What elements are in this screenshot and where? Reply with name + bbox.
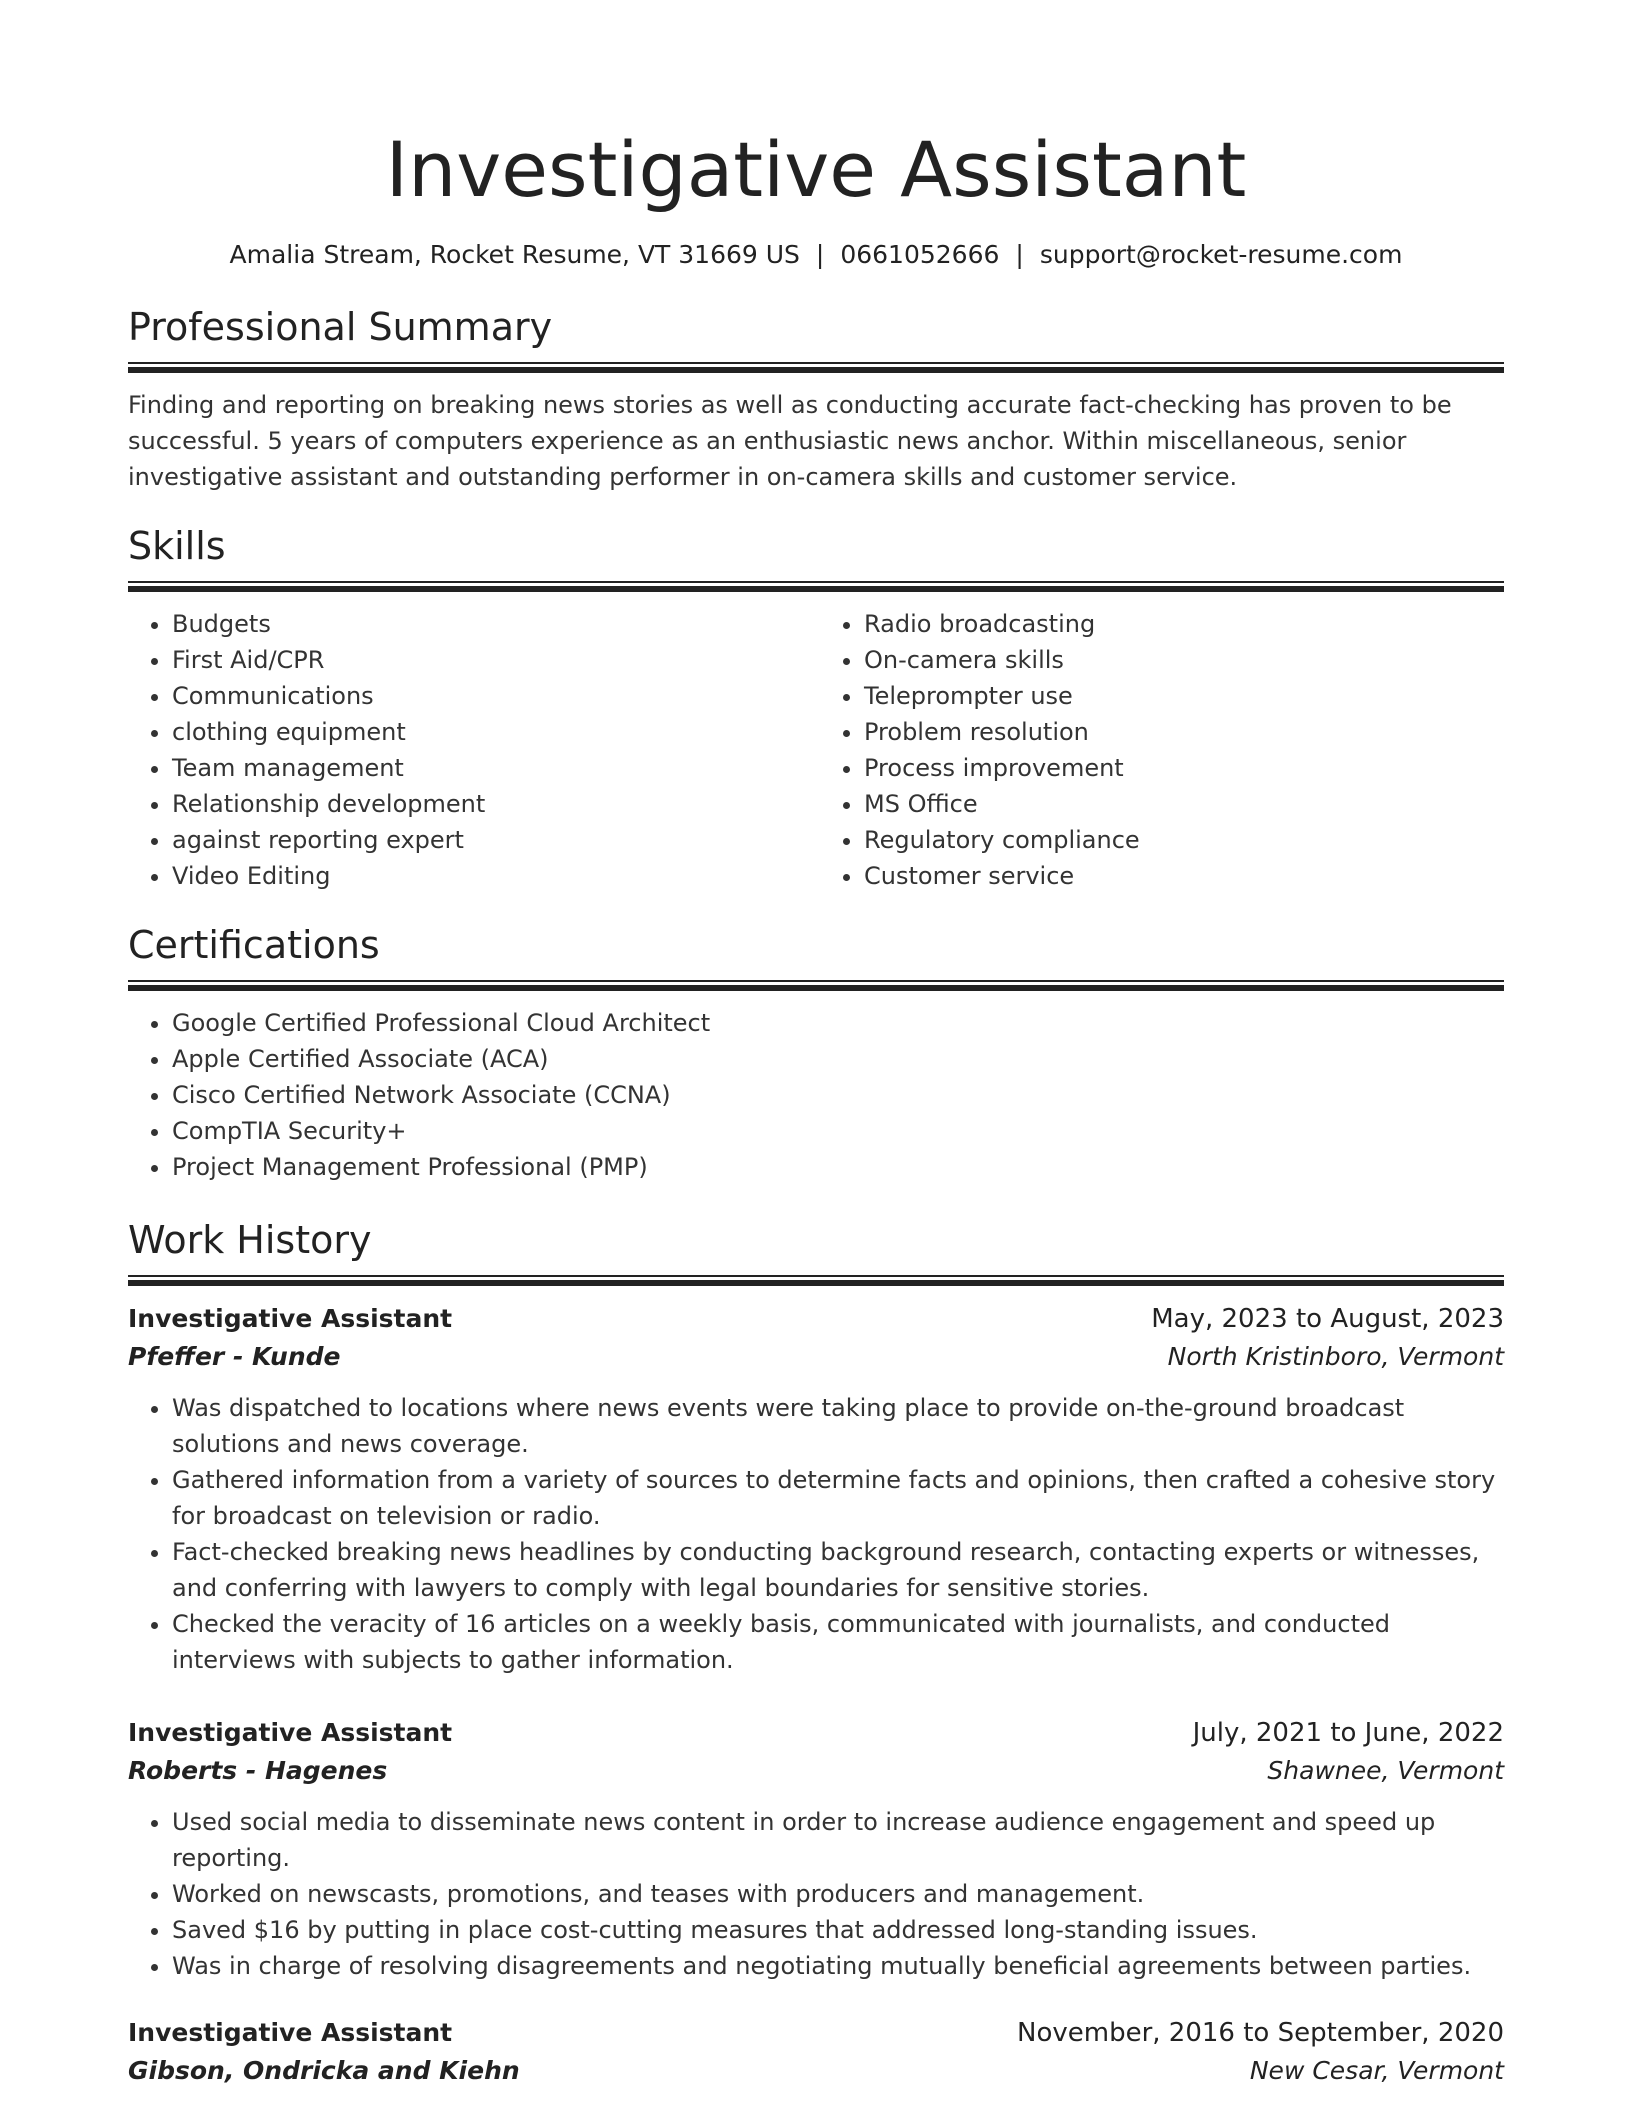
job-header-row [128,1714,1504,1752]
certifications-list [128,1005,1504,1185]
certification-item: • Google Certified Professional Cloud Architect [172,1005,1504,1041]
job-title: Investigative Assistant [128,2018,453,2047]
certification-item: • Project Management Professional (PMP) [172,1149,1504,1185]
skills-list-left [128,606,816,894]
skill-item: • Video Editing [172,858,816,894]
job-location: New Cesar, Vermont [1249,2056,1504,2085]
job-company: Pfeffer - Kunde [128,1342,341,1371]
job-bullet: • Saved $16 by putting in place cost-cutting measures that addressed long-standing issues. [172,1912,1504,1948]
section-title-work-history: Work History [128,1218,372,1262]
skill-item: • Budgets [172,606,816,642]
contact-email: support@rocket-resume.com [1039,240,1403,269]
skills-list-right [816,606,1504,894]
section-title-certifications: Certifications [128,923,380,967]
skill-item: • Radio broadcasting [864,606,1504,642]
skill-item: • clothing equipment [172,714,816,750]
contact-line [128,238,1504,272]
certification-item: • Apple Certified Associate (ACA) [172,1041,1504,1077]
job-location: North Kristinboro, Vermont [1167,1342,1504,1371]
job-header-row [128,2014,1504,2052]
job-entry [128,1714,1504,1984]
skill-item: • First Aid/CPR [172,642,816,678]
skill-item: • Teleprompter use [864,678,1504,714]
section-divider [128,362,1504,373]
skill-item: • against reporting expert [172,822,816,858]
skill-item: • Team management [172,750,816,786]
skill-item: • Customer service [864,858,1504,894]
job-bullet: • Worked on newscasts, promotions, and teases with producers and management. [172,1876,1504,1912]
job-company: Roberts - Hagenes [128,1756,388,1785]
job-entry [128,1300,1504,1678]
contact-separator: | [815,240,825,269]
skill-item: • Process improvement [864,750,1504,786]
skill-item: • MS Office [864,786,1504,822]
skill-item: • Relationship development [172,786,816,822]
job-bullet: • Was in charge of resolving disagreements and negotiating mutually beneficial agreements between parties. [172,1948,1504,1984]
contact-address: Amalia Stream, Rocket Resume, VT 31669 US [229,240,800,269]
job-bullet: • Checked the veracity of 16 articles on a weekly basis, communicated with journalists, and conducted interviews with subjects to gather information. [172,1606,1504,1678]
section-divider [128,980,1504,991]
resume-title: Investigative Assistant [385,125,1247,214]
job-title: Investigative Assistant [128,1718,453,1747]
job-bullets [128,1804,1504,1984]
job-bullet: • Used social media to disseminate news content in order to increase audience engagement and speed up reporting. [172,1804,1504,1876]
section-divider [128,1275,1504,1286]
work-history-section [128,1215,1504,2090]
job-company: Gibson, Ondricka and Kiehn [128,2056,520,2085]
contact-separator: | [1015,240,1024,269]
certification-item: • Cisco Certified Network Associate (CCNA) [172,1077,1504,1113]
job-dates: November, 2016 to September, 2020 [1017,2018,1504,2048]
job-bullet: • Was dispatched to locations where news events were taking place to provide on-the-ground broadcast solutions and news coverage. [172,1390,1504,1462]
job-company-row [128,1338,1504,1376]
section-divider [128,581,1504,592]
certifications-section [128,920,1504,1185]
job-entry [128,2014,1504,2090]
summary-text: Finding and reporting on breaking news stories as well as conducting accurate fact-checking has proven to be successful. 5 years of computers experience as an enthusiastic news anchor. Within miscellaneous, senior investigative assistant and outstanding performer in on-camera skills and customer service. [128,391,1452,491]
summary-section [128,302,1504,495]
skills-grid [128,606,1504,894]
section-title-skills: Skills [128,524,226,568]
skills-section [128,521,1504,894]
job-location: Shawnee, Vermont [1267,1756,1504,1785]
certification-item: • CompTIA Security+ [172,1113,1504,1149]
job-bullets [128,1390,1504,1678]
skill-item: • Communications [172,678,816,714]
job-title: Investigative Assistant [128,1304,453,1333]
job-dates: May, 2023 to August, 2023 [1151,1304,1504,1334]
job-header-row [128,1300,1504,1338]
job-dates: July, 2021 to June, 2022 [1192,1718,1504,1748]
contact-phone: 0661052666 [840,240,1000,269]
skill-item: • On-camera skills [864,642,1504,678]
job-bullet: • Gathered information from a variety of sources to determine facts and opinions, then crafted a cohesive story for broadcast on television or radio. [172,1462,1504,1534]
job-bullet: • Fact-checked breaking news headlines by conducting background research, contacting experts or witnesses, and conferring with lawyers to comply with legal boundaries for sensitive stories. [172,1534,1504,1606]
skill-item: • Regulatory compliance [864,822,1504,858]
job-company-row [128,1752,1504,1790]
skill-item: • Problem resolution [864,714,1504,750]
section-title-summary: Professional Summary [128,305,553,349]
job-company-row [128,2052,1504,2090]
